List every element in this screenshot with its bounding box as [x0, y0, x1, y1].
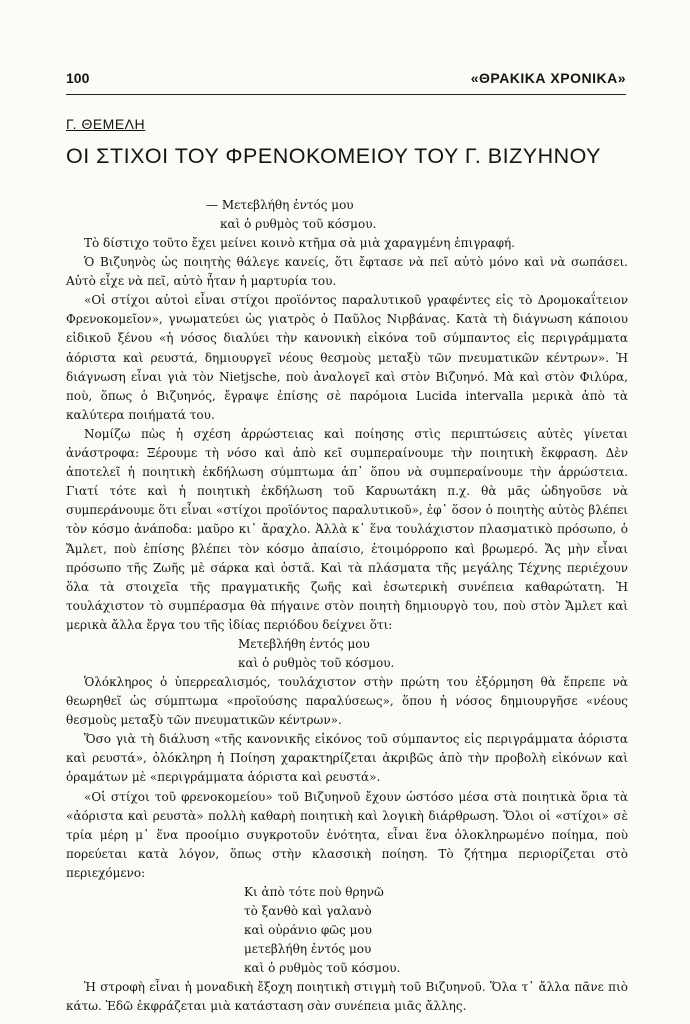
paragraph: Ὁ Βιζυηνὸς ὡς ποιητὴς θάλεγε κανείς, ὅτι ἔφτασε νὰ πεῖ αὐτὸ μόνο καὶ νὰ σωπάσει. Αὐτὸ εἶχε νὰ πεῖ, αὐτὸ ἦταν ἡ μαρτυρία του. [66, 255, 628, 289]
verse-line: Μετεβλήθη ἐντός μου [238, 636, 370, 651]
verse-quote [66, 635, 628, 673]
article-body [66, 196, 628, 1016]
verse-line: καὶ ὁ ρυθμὸς τοῦ κόσμου. [244, 961, 401, 975]
paragraph: Τὸ δίστιχο τοῦτο ἔχει μείνει κοινὸ κτῆμα σὰ μιὰ χαραγμένη ἐπιγραφή. [84, 236, 515, 250]
header-rule [66, 94, 626, 95]
paragraph: Ὅσο γιὰ τὴ διάλυση «τῆς κανονικῆς εἰκόνος τοῦ σύμπαντος εἰς περιγράμματα ἀόριστα καὶ ρευστά», ὁλόκληρη ἡ Ποίηση χαρακτηρίζεται ἀκριβῶς ἀπὸ τὴν προβολὴ εἰκόνων καὶ ὁραμάτων μὲ «περιγράμματα ἀόριστα καὶ ρευστά». [66, 732, 628, 785]
paragraph: Ἡ στροφὴ εἶναι ἡ μοναδικὴ ἔξοχη ποιητικὴ στιγμὴ τοῦ Βιζυηνοῦ. Ὅλα τ᾿ ἄλλα πᾶνε πιὸ κάτω. Ἐδῶ ἐκφράζεται μιὰ κατάσταση σὰν συνέπεια μιᾶς ἄλλης. [66, 980, 628, 1014]
epigraph-line: — Μετεβλήθη ἐντός μου [206, 198, 354, 212]
paragraph: «Οἱ στίχοι τοῦ φρενοκομείου» τοῦ Βιζυηνοῦ ἔχουν ὡστόσο μέσα στὰ ποιητικὰ ὅρια τὰ «ἀόριστα καὶ ρευστὰ» πολλὴ καθαρὴ ποιητικὴ καὶ λογικὴ διάρθρωση. Ὅλοι οἱ «στίχοι» σὲ τρία μέρη μ᾿ ἕνα προοίμιο συγκροτοῦν ἑνότητα, εἶναι ἕνα ὁλοκληρωμένο ποίημα, ποὺ πορεύεται κατὰ λόγον, ὅπως στὴν κλασσικὴ ποίηση. Τὸ ζήτημα περιορίζεται στὸ περιεχόμενο: [66, 789, 628, 880]
verse-line: μετεβλήθη ἐντός μου [244, 942, 372, 956]
verse-line: καὶ ὁ ρυθμὸς τοῦ κόσμου. [238, 655, 395, 670]
journal-title: «ΘΡΑΚΙΚΑ ΧΡΟΝΙΚΑ» [470, 70, 626, 86]
running-header [66, 70, 626, 92]
paragraph: «Οἱ στίχοι αὐτοὶ εἶναι στίχοι προϊόντος παραλυτικοῦ γραφέντες εἰς τὸ Δρομοκαΐτειον Φρενοκομεῖον», γνωματεύει ὡς γιατρὸς ὁ Παῦλος Νιρβάνας. Κατὰ τὴ διάγνωση κάποιου εἰδικοῦ ξένου «ἡ νόσος διαλύει τὴν κανονικὴ εἰκόνα τοῦ σύμπαντος εἰς περιγράμματα ἀόριστα καὶ ρευστά, δημιουργεῖ νέους θεσμοὺς μεταξὺ τῶν πνευματικῶν κέντρων». Ἡ διάγνωση εἶναι γιὰ τὸν Nietjsche, ποὺ ἀναλογεῖ καὶ στὸν Βιζυηνό. Μὰ καὶ στὸν Φιλύρα, ποὺ, ὅπως ὁ Βιζυηνός, ἔγραψε ἐπίσης σὲ παρόμοια Lucida intervalla μερικὰ ἀπὸ τὰ καλύτερα ποιήματά του. [66, 293, 628, 422]
epigraph-line: καὶ ὁ ρυθμὸς τοῦ κόσμου. [220, 217, 377, 231]
paragraph: Νομίζω πὼς ἡ σχέση ἀρρώστειας καὶ ποίησης στὶς περιπτώσεις αὐτὲς γίνεται ἀνάστροφα: Ξέρουμε τὴ νόσο καὶ ἀπὸ κεῖ συμπεραίνουμε τὴν ποιητικὴ ἔκφραση. Δὲν ἀποτελεῖ ἡ ποιητικὴ ἐκδήλωση σύμπτωμα ἀπ᾿ ὅπου νὰ συμπεραίνουμε τὴν ἀρρώστεια. Γιατί τότε καὶ ἡ ποιητικὴ ἐκδήλωση τοῦ Καρυωτάκη π.χ. θὰ μᾶς ὡδηγοῦσε νὰ συμπεράνουμε ὅτι εἶναι «στίχοι προϊόντος παραλυτικοῦ», ἐφ᾿ ὅσον ὁ ποιητὴς αὐτὸς βλέπει τὸν κόσμο ἀνάποδα: μαῦρο κι᾿ ἄραχλο. Ἀλλὰ κ᾿ ἕνα τουλάχιστον πλασματικὸ πρόσωπο, ὁ Ἄμλετ, ποὺ ἐπίσης βλέπει τὸν κόσμο ἀπαίσιο, ἑτοιμόρροπο καὶ βρωμερό. Ἄς μὴν εἶναι πρόσωπο τῆς Ζωῆς μὲ σάρκα καὶ ὀστᾶ. Καὶ τὰ πλάσματα τῆς μεγάλης Τέχνης περιέχουν ὅλα τὰ στοιχεῖα τῆς πραγματικῆς ζωῆς καὶ ἐσωτερικὴ συνέπεια καθαρώτατη. Ἡ τουλάχιστον τὸ συμπέρασμα θὰ πήγαινε στὸν ποιητὴ δημιουργὸ του, ποὺ στὸν Ἄμλετ καὶ μερικὰ ἄλλα ἔργα του τῆς ἰδίας περιόδου δείχνει ὅτι: [66, 426, 628, 632]
paragraph: Ὁλόκληρος ὁ ὑπερρεαλισμός, τουλάχιστον στὴν πρώτη του ἐξόρμηση θὰ ἔπρεπε νὰ θεωρηθεῖ ὡς σύμπτωμα «προϊούσης παραλύσεως», ὅπου ἡ νόσος δημιουργῆσε «νέους θεσμοὺς μεταξὺ τῶν πνευματικῶν κέντρων». [66, 674, 628, 728]
article-author: Γ. ΘΕΜΕΛΗ [66, 116, 146, 132]
verse-line: καὶ οὐράνιο φῶς μου [244, 923, 372, 937]
epigraph [66, 196, 628, 234]
article-title: ΟΙ ΣΤΙΧΟΙ ΤΟΥ ΦΡΕΝΟΚΟΜΕΙΟΥ ΤΟΥ Γ. ΒΙΖΥΗΝΟΥ [66, 144, 602, 168]
page-number: 100 [66, 70, 90, 86]
verse-stanza [66, 883, 628, 978]
verse-line: Κι ἀπὸ τότε ποὺ θρηνῶ [244, 885, 384, 899]
verse-line: τὸ ξανθὸ καὶ γαλανὸ [244, 904, 372, 918]
